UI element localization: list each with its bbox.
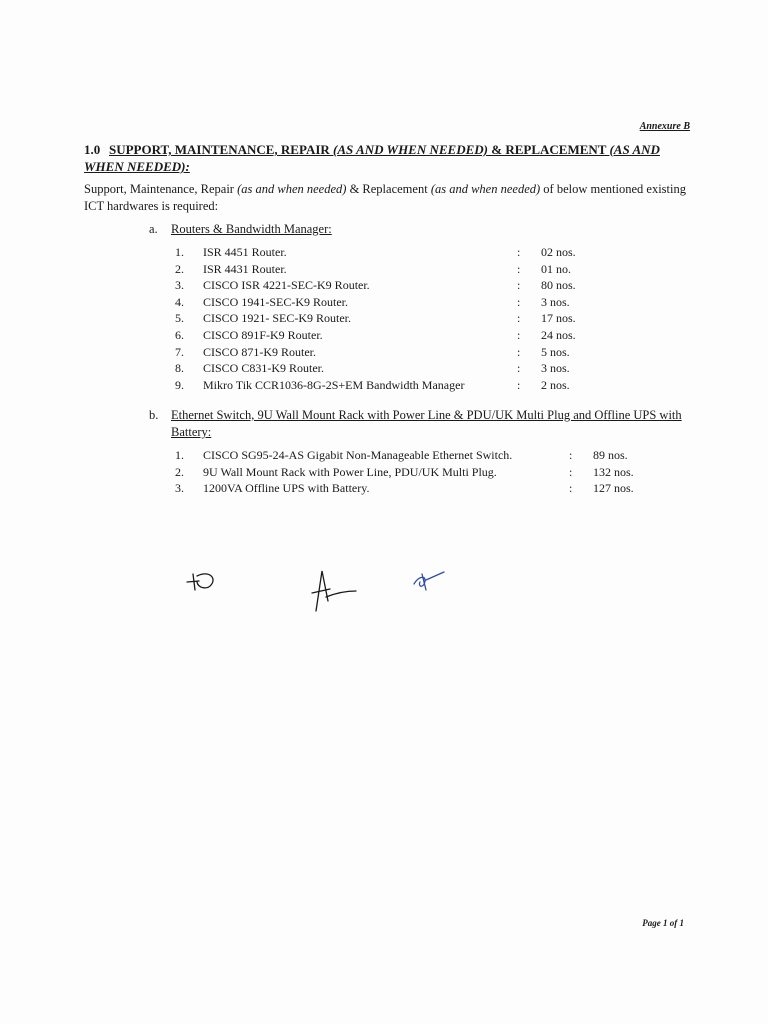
item-quantity: 01 no.	[541, 261, 571, 276]
section-b-title-text: Ethernet Switch, 9U Wall Mount Rack with Power Line & PDU/UK Multi Plug and Offline UPS with Battery:	[171, 408, 682, 439]
signature-1-icon	[183, 568, 223, 594]
item-number: 8.	[175, 361, 184, 376]
section_a-row	[175, 295, 576, 312]
item-number: 4.	[175, 294, 184, 309]
intro-part-5: of below mentioned existing ICT hardwares is required:	[84, 182, 686, 213]
section_a-row	[175, 278, 576, 295]
signature-3-icon	[410, 568, 448, 592]
item-name: CISCO 1941-SEC-K9 Router.	[203, 294, 349, 309]
section_b-row	[175, 465, 634, 482]
item-name: CISCO 891F-K9 Router.	[203, 327, 323, 342]
item-quantity: 5 nos.	[541, 344, 570, 359]
item-separator: :	[517, 377, 521, 392]
item-number: 9.	[175, 377, 184, 392]
signature-1-stroke	[187, 574, 213, 590]
item-quantity: 3 nos.	[541, 361, 570, 376]
item-number: 7.	[175, 344, 184, 359]
item-separator: :	[569, 448, 573, 462]
page-footer: Page 1 of 1	[642, 918, 684, 928]
section-heading	[84, 141, 696, 175]
item-quantity: 132 nos.	[593, 464, 634, 479]
section-a-letter: a.	[149, 222, 158, 236]
item-name: 1200VA Offline UPS with Battery.	[203, 481, 370, 496]
item-number: 1.	[175, 448, 184, 462]
section_a-row	[175, 378, 576, 395]
item-quantity: 3 nos.	[541, 294, 570, 309]
item-quantity: 24 nos.	[541, 327, 576, 342]
item-name: CISCO 871-K9 Router.	[203, 344, 317, 359]
section_a-row	[175, 345, 576, 362]
section-a-title	[149, 221, 709, 238]
item-number: 2.	[175, 261, 184, 276]
item-separator: :	[517, 278, 521, 293]
heading-text	[84, 142, 660, 174]
item-separator: :	[517, 361, 521, 376]
routers-table	[175, 245, 576, 394]
signature-3-stroke	[414, 572, 444, 590]
item-name: CISCO SG95-24-AS Gigabit Non-Manageable Ethernet Switch.	[203, 448, 513, 462]
item-separator: :	[569, 481, 573, 496]
item-quantity: 2 nos.	[541, 377, 570, 392]
section-b-letter: b.	[149, 408, 159, 422]
section_a-row	[175, 328, 576, 345]
item-number: 3.	[175, 481, 184, 496]
intro-part-1: Support, Maintenance, Repair	[84, 182, 238, 196]
intro-part-4: (as and when needed)	[430, 182, 541, 196]
item-number: 2.	[175, 464, 184, 479]
item-name: CISCO C831-K9 Router.	[203, 361, 325, 376]
item-quantity: 127 nos.	[593, 481, 634, 496]
section_a-row	[175, 245, 576, 262]
section-b-title	[149, 407, 709, 441]
section-a-title-text: Routers & Bandwidth Manager:	[171, 222, 332, 236]
item-separator: :	[517, 294, 521, 309]
item-quantity: 17 nos.	[541, 311, 576, 326]
item-number: 3.	[175, 278, 184, 293]
item-quantity: 89 nos.	[593, 448, 628, 462]
section_a-row	[175, 361, 576, 378]
heading-part-1: SUPPORT, MAINTENANCE, REPAIR	[109, 142, 334, 157]
heading-part-4: (AS AND WHEN NEEDED):	[84, 142, 660, 174]
item-quantity: 02 nos.	[541, 245, 576, 259]
intro-paragraph	[84, 181, 700, 215]
item-separator: :	[517, 245, 521, 259]
intro-part-2: (as and when needed)	[237, 182, 347, 196]
item-separator: :	[517, 311, 521, 326]
item-name: ISR 4451 Router.	[203, 245, 287, 259]
item-name: CISCO 1921- SEC-K9 Router.	[203, 311, 352, 326]
section_b-row	[175, 448, 634, 465]
intro-part-3: & Replacement	[346, 182, 431, 196]
item-number: 1.	[175, 245, 184, 259]
item-separator: :	[517, 344, 521, 359]
switches-table	[175, 448, 634, 498]
heading-part-2: (AS AND WHEN NEEDED)	[333, 142, 488, 157]
item-separator: :	[517, 261, 521, 276]
section_a-row	[175, 262, 576, 279]
item-name: Mikro Tik CCR1036-8G-2S+EM Bandwidth Manager	[203, 377, 465, 392]
section_a-row	[175, 311, 576, 328]
item-name: CISCO ISR 4221-SEC-K9 Router.	[203, 278, 370, 293]
item-name: ISR 4431 Router.	[203, 261, 287, 276]
item-separator: :	[517, 327, 521, 342]
item-number: 5.	[175, 311, 184, 326]
annexure-label: Annexure B	[639, 121, 690, 132]
heading-part-3: & REPLACEMENT	[488, 142, 610, 157]
item-quantity: 80 nos.	[541, 278, 576, 293]
item-separator: :	[569, 464, 573, 479]
item-name: 9U Wall Mount Rack with Power Line, PDU/UK Multi Plug.	[203, 464, 497, 479]
section_b-row	[175, 481, 634, 498]
signature-2-icon	[306, 567, 362, 613]
heading-number: 1.0	[84, 142, 101, 157]
signature-2-stroke	[312, 571, 356, 611]
item-number: 6.	[175, 327, 184, 342]
